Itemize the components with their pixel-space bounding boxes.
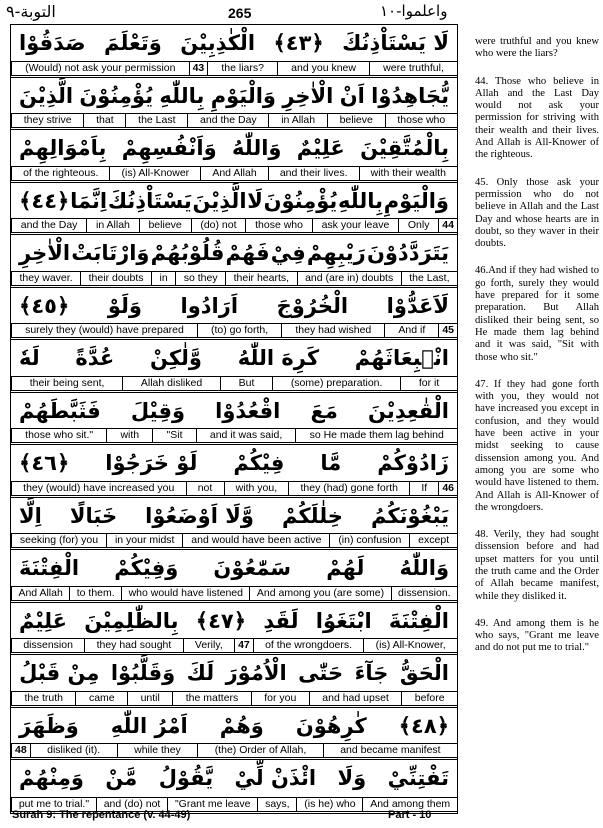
- arabic-word: الَّذِيْنَ: [192, 188, 247, 213]
- arabic-word: صَدَقُوْا: [19, 31, 86, 55]
- word-meaning-cell: (is) All-Knower: [109, 166, 201, 181]
- word-meaning-cell: (in) confusion: [329, 533, 410, 548]
- arabic-word: الْخُرُوْجَ: [276, 293, 349, 318]
- english-line: [11, 691, 457, 706]
- word-meaning-cell: the Last: [125, 113, 188, 128]
- verse-row: [11, 288, 457, 341]
- arabic-word: عُدَّةً: [75, 346, 115, 370]
- arabic-word: الَّذِيْنَ: [19, 83, 74, 108]
- arabic-word: وَقَلَّبُوْا: [110, 661, 176, 685]
- word-meaning-cell: their being sent,: [11, 376, 123, 391]
- arabic-word: وَّلٰكِنْ: [149, 346, 202, 370]
- word-meaning-cell: seeking (for) you: [11, 533, 107, 548]
- word-meaning-cell: And among them: [362, 797, 458, 812]
- word-meaning-cell: and had upset: [309, 691, 403, 706]
- word-meaning-cell: not: [186, 481, 225, 496]
- arabic-word: اِنَّمَا: [70, 188, 108, 213]
- arabic-word: لَكَ: [186, 661, 215, 685]
- english-line: [11, 533, 457, 548]
- arabic-word: وَهُمْ: [219, 713, 264, 738]
- word-meaning-cell: those who: [245, 218, 312, 233]
- arabic-word: ﴿٤٤﴾: [19, 188, 70, 213]
- footer-surah: Surah 9: The repentance (v. 44-49): [12, 809, 191, 821]
- arabic-word: خَبَالًا: [69, 503, 118, 528]
- arabic-line: [11, 708, 457, 744]
- word-meaning-cell: in your midst: [106, 533, 183, 548]
- word-meaning-cell: their doubts: [80, 271, 152, 286]
- verse-row: [11, 655, 457, 708]
- word-meaning-cell: and (do) not: [96, 797, 168, 812]
- english-line: [11, 481, 457, 496]
- word-meaning-cell: for you: [251, 691, 310, 706]
- word-meaning-cell: says,: [257, 797, 297, 812]
- verse-row: [11, 550, 457, 603]
- arabic-word: الْاٰخِرِ: [282, 83, 334, 108]
- word-meaning-cell: (to) go forth,: [197, 323, 282, 338]
- arabic-word: بِالظّٰلِمِيْنَ: [84, 608, 179, 633]
- arabic-word: مِنْ قَبْلُ: [19, 661, 100, 685]
- word-meaning-cell: and became manifest: [323, 743, 458, 758]
- arabic-word: ائْذَنْ لِّيْ: [234, 766, 317, 790]
- verse-row: [11, 25, 457, 78]
- arabic-word: وَفِيْكُمْ: [114, 556, 179, 580]
- arabic-line: [11, 288, 457, 324]
- english-line: [11, 586, 457, 601]
- word-meaning-cell: and their lives.: [268, 166, 360, 181]
- english-line: [11, 271, 457, 286]
- page-header: [0, 0, 603, 26]
- arabic-word: وَاَنْفُسِهِمْ: [121, 136, 217, 160]
- word-meaning-cell: with their wealth: [359, 166, 458, 181]
- word-meaning-cell: (Would) not ask your permission: [11, 61, 190, 76]
- verse-number-cell: 45: [438, 323, 458, 338]
- arabic-word: وَتَعْلَمَ: [103, 31, 162, 55]
- arabic-word: وَظَهَرَ: [19, 713, 79, 738]
- arabic-word: وَاللّٰهُ: [399, 556, 449, 580]
- arabic-word: بِالْمُتَّقِيْنَ: [360, 136, 449, 160]
- word-meaning-cell: and (are in) doubts: [297, 271, 402, 286]
- page-number: 265: [228, 5, 252, 21]
- word-meaning-cell: they (had) gone forth: [288, 481, 410, 496]
- english-line: [11, 113, 457, 128]
- verse-row: [11, 340, 457, 393]
- arabic-line: [11, 25, 457, 61]
- english-line: [11, 218, 457, 233]
- word-meaning-cell: for it: [400, 376, 458, 391]
- word-meaning-cell: with you,: [224, 481, 290, 496]
- word-meaning-cell: disliked (it).: [30, 743, 118, 758]
- word-meaning-cell: (some) preparation.: [272, 376, 401, 391]
- english-line: [11, 61, 457, 76]
- word-meaning-cell: were truthful,: [369, 61, 458, 76]
- arabic-word: الْاُمُوْرَ: [225, 661, 287, 685]
- arabic-word: كَرِهَ اللّٰهُ: [237, 346, 320, 370]
- verse-number-cell: 46: [438, 481, 458, 496]
- arabic-word: لَا يَسْتَاْذِنُكَ: [342, 31, 449, 55]
- arabic-line: [11, 340, 457, 376]
- word-meaning-cell: they waver.: [11, 271, 81, 286]
- word-meaning-cell: in: [151, 271, 176, 286]
- word-meaning-cell: they had wished: [281, 323, 385, 338]
- arabic-word: الْحَقُّ: [399, 661, 449, 685]
- arabic-word: بِاللّٰهِ: [338, 188, 383, 213]
- verse-row: [11, 130, 457, 183]
- word-meaning-cell: the truth: [11, 691, 76, 706]
- word-meaning-cell: in Allah: [268, 113, 327, 128]
- english-line: [11, 166, 457, 181]
- arabic-word: الْاٰخِرِ: [19, 241, 71, 265]
- translation-notes: [475, 36, 599, 670]
- arabic-word: وَقِيْلَ: [130, 398, 186, 423]
- arabic-word: يَبْغُوْنَكُمُ: [370, 503, 449, 528]
- word-meaning-cell: they (would) have increased you: [11, 481, 187, 496]
- word-meaning-cell: those who: [385, 113, 458, 128]
- word-meaning-cell: and it was said,: [196, 428, 297, 443]
- note-paragraph: 47. If they had gone forth with you, they would not have increased you except in confusion, and they would have been active in your midst seeking to cause dissension among you. And among you are some who would have listened to them. And Allah is All-Knower of the wrongdoers.: [475, 378, 599, 513]
- word-meaning-cell: they strive: [11, 113, 84, 128]
- arabic-word: يَتَرَدَّدُوْنَ: [366, 241, 449, 265]
- verse-row: [11, 603, 457, 656]
- verse-row: [11, 393, 457, 446]
- word-meaning-cell: with: [106, 428, 153, 443]
- word-meaning-cell: dissension.: [391, 586, 458, 601]
- word-meaning-cell: so He made them lag behind: [295, 428, 458, 443]
- arabic-word: الْكٰذِبِيْنَ: [180, 31, 256, 55]
- translation-panel: [10, 24, 458, 814]
- word-meaning-cell: who would have listened: [121, 586, 250, 601]
- arabic-line: [11, 655, 457, 691]
- word-meaning-cell: the liars?: [207, 61, 278, 76]
- verse-row: [11, 445, 457, 498]
- verse-number-cell: 47: [234, 638, 254, 653]
- arabic-line: [11, 550, 457, 586]
- arabic-word: عَلِيْمٌ: [19, 608, 67, 633]
- arabic-word: يُؤْمِنُوْنَ: [79, 83, 154, 108]
- note-paragraph: 45. Only those ask your permission who do not believe in Allah and the Last Day and whose hearts are in doubt, so they waver in their doubts.: [475, 176, 599, 250]
- word-meaning-cell: they had sought: [84, 638, 183, 653]
- word-meaning-cell: If: [409, 481, 439, 496]
- verse-number-cell: 48: [11, 743, 31, 758]
- arabic-word: تَفْتِنِّيْ: [387, 766, 449, 790]
- arabic-word: الْفِتْنَةَ: [19, 556, 80, 580]
- header-juz-name: واعلموا-١٠: [380, 2, 448, 20]
- footer-part: Part - 10: [388, 809, 432, 821]
- arabic-word: وَاللّٰهُ: [232, 136, 282, 160]
- word-meaning-cell: But: [220, 376, 273, 391]
- verse-row: [11, 708, 457, 761]
- note-paragraph: were truthful and you knew who were the liars?: [475, 36, 599, 60]
- word-meaning-cell: and would have been active: [182, 533, 330, 548]
- arabic-word: سَمّٰعُوْنَ: [213, 556, 292, 580]
- arabic-word: يُؤْمِنُوْنَ: [263, 188, 338, 213]
- word-meaning-cell: and you knew: [277, 61, 370, 76]
- word-meaning-cell: put me to trial.": [11, 797, 97, 812]
- arabic-word: ﴿٤٥﴾: [19, 293, 70, 318]
- word-meaning-cell: (is he) who: [296, 797, 363, 812]
- word-meaning-cell: those who sit.": [11, 428, 107, 443]
- arabic-word: جَآءَ: [354, 661, 389, 685]
- arabic-word: اَمْرُ اللّٰهِ: [110, 713, 188, 738]
- note-paragraph: 49. And among them is he who says, "Grant me leave and do not put me to trial.": [475, 617, 599, 654]
- arabic-word: لَهٗ: [19, 346, 40, 370]
- word-meaning-cell: in Allah: [86, 218, 139, 233]
- english-line: [11, 638, 457, 653]
- verse-number-cell: 43: [189, 61, 209, 76]
- arabic-word: لَا: [247, 188, 263, 213]
- header-surah-name: التوبة-٩: [6, 2, 56, 21]
- arabic-word: خِلٰلَكُمْ: [281, 503, 343, 528]
- arabic-line: [11, 130, 457, 166]
- arabic-word: ﴿٤٣﴾: [273, 31, 324, 55]
- arabic-word: مَعَ: [310, 398, 338, 423]
- arabic-word: الْقٰعِدِيْنَ: [368, 398, 449, 423]
- arabic-word: اَنْ: [339, 83, 365, 108]
- arabic-word: لَوْ خَرَجُوْا: [105, 451, 198, 475]
- word-meaning-cell: the matters: [172, 691, 251, 706]
- arabic-line: [11, 760, 457, 796]
- arabic-word: لَاَعَدُّوْا: [386, 293, 449, 318]
- word-meaning-cell: and the Day: [187, 113, 269, 128]
- word-meaning-cell: dissension: [11, 638, 85, 653]
- arabic-word: وَّلَا اَوْضَعُوْا: [145, 503, 254, 528]
- arabic-word: فِيْكُمْ: [233, 451, 285, 475]
- verse-number-cell: 44: [438, 218, 458, 233]
- arabic-word: وَمِنْهُمْ: [19, 766, 84, 790]
- verse-row: [11, 78, 457, 131]
- verse-row: [11, 760, 457, 813]
- word-meaning-cell: that: [83, 113, 126, 128]
- arabic-word: كٰرِهُوْنَ: [295, 713, 367, 738]
- word-meaning-cell: the Last,: [401, 271, 458, 286]
- arabic-word: حَتّٰى: [298, 661, 344, 685]
- arabic-word: فَثَبَّطَهُمْ: [19, 398, 101, 423]
- arabic-line: [11, 603, 457, 639]
- verse-row: [11, 183, 457, 236]
- arabic-word: ابْتَغَوُا: [315, 608, 372, 633]
- arabic-word: عَلِيْمٌ: [296, 136, 345, 160]
- word-meaning-cell: and the Day: [11, 218, 87, 233]
- arabic-word: وَالْيَوْمِ: [210, 83, 276, 108]
- arabic-word: ﴿٤٨﴾: [398, 713, 449, 738]
- note-paragraph: 44. Those who believe in Allah and the Last Day would not ask your permission for striving with their wealth and their lives. And Allah is All-Knower of the righteous.: [475, 75, 599, 161]
- arabic-word: وَلَا: [337, 766, 367, 790]
- arabic-word: زَادُوْكُمْ: [377, 451, 449, 475]
- english-line: [11, 323, 457, 338]
- arabic-line: [11, 445, 457, 481]
- arabic-word: مَّنْ: [105, 766, 138, 790]
- arabic-line: [11, 393, 457, 429]
- arabic-word: يُّجَاهِدُوْا: [371, 83, 449, 108]
- word-meaning-cell: And among you (are some): [249, 586, 391, 601]
- arabic-word: ﴿٤٦﴾: [19, 451, 70, 475]
- arabic-word: وَالْيَوْمِ: [383, 188, 449, 213]
- word-meaning-cell: to them.: [69, 586, 122, 601]
- word-meaning-cell: ask your leave: [312, 218, 399, 233]
- arabic-word: انْۢبِعَاثَهُمْ: [354, 346, 449, 370]
- english-line: [11, 428, 457, 443]
- word-meaning-cell: Allah disliked: [122, 376, 221, 391]
- word-meaning-cell: came: [75, 691, 128, 706]
- arabic-word: اقْعُدُوْا: [215, 398, 281, 423]
- arabic-word: يَّقُوْلُ: [158, 766, 214, 790]
- word-meaning-cell: And Allah: [200, 166, 269, 181]
- word-meaning-cell: of the righteous.: [11, 166, 110, 181]
- word-meaning-cell: (do) not: [191, 218, 247, 233]
- word-meaning-cell: "Grant me leave: [167, 797, 258, 812]
- arabic-word: يَسْتَاْذِنُكَ: [107, 188, 192, 213]
- arabic-word: لَهُمْ: [326, 556, 365, 580]
- word-meaning-cell: while they: [117, 743, 199, 758]
- arabic-line: [11, 78, 457, 114]
- arabic-line: [11, 235, 457, 271]
- arabic-word: اِلَّا: [19, 503, 42, 528]
- arabic-word: وَلَوْ: [107, 293, 142, 318]
- arabic-word: بِاَمْوَالِهِمْ: [19, 136, 107, 160]
- arabic-word: قُلُوْبُهُمْ: [150, 241, 225, 265]
- arabic-word: فَهُمْ: [225, 241, 270, 265]
- word-meaning-cell: believe: [139, 218, 192, 233]
- word-meaning-cell: And Allah: [11, 586, 70, 601]
- arabic-word: ﴿٤٧﴾: [195, 608, 247, 633]
- arabic-word: وَارْتَابَتْ: [71, 241, 150, 265]
- word-meaning-cell: of the wrongdoers.: [253, 638, 365, 653]
- arabic-word: مَّا: [320, 451, 342, 475]
- word-meaning-cell: their hearts,: [225, 271, 297, 286]
- word-meaning-cell: except: [409, 533, 458, 548]
- word-meaning-cell: (the) Order of Allah,: [197, 743, 324, 758]
- word-meaning-cell: Verily,: [183, 638, 235, 653]
- word-meaning-cell: until: [127, 691, 173, 706]
- word-meaning-cell: "Sit: [152, 428, 196, 443]
- verse-row: [11, 235, 457, 288]
- arabic-word: رَيْبِهِمْ: [306, 241, 366, 265]
- word-meaning-cell: Only: [398, 218, 439, 233]
- arabic-word: بِاللّٰهِ: [159, 83, 205, 108]
- word-meaning-cell: surely they (would) have prepared: [11, 323, 198, 338]
- word-meaning-cell: so they: [175, 271, 226, 286]
- note-paragraph: 48. Verily, they had sought dissension before and had upset matters for you until the truth came and the Order of Allah became manifest, while they disliked it.: [475, 529, 599, 602]
- arabic-word: الْفِتْنَةَ: [388, 608, 449, 633]
- arabic-word: فِيْ: [270, 241, 306, 265]
- arabic-word: لَقَدِ: [263, 608, 299, 633]
- arabic-word: اَرَادُوا: [180, 293, 239, 318]
- word-meaning-cell: believe: [327, 113, 386, 128]
- note-paragraph: 46.And if they had wished to go forth, surely they would have prepared for it some preparation. But Allah disliked their being sent, so He made them lag behind and it was said, "Sit with those who sit.": [475, 265, 599, 363]
- english-line: [11, 376, 457, 391]
- arabic-line: [11, 498, 457, 534]
- word-meaning-cell: before: [401, 691, 458, 706]
- english-line: [11, 743, 457, 758]
- verse-row: [11, 498, 457, 551]
- word-meaning-cell: (is) All-Knower,: [363, 638, 458, 653]
- arabic-line: [11, 183, 457, 219]
- word-meaning-cell: And if: [384, 323, 439, 338]
